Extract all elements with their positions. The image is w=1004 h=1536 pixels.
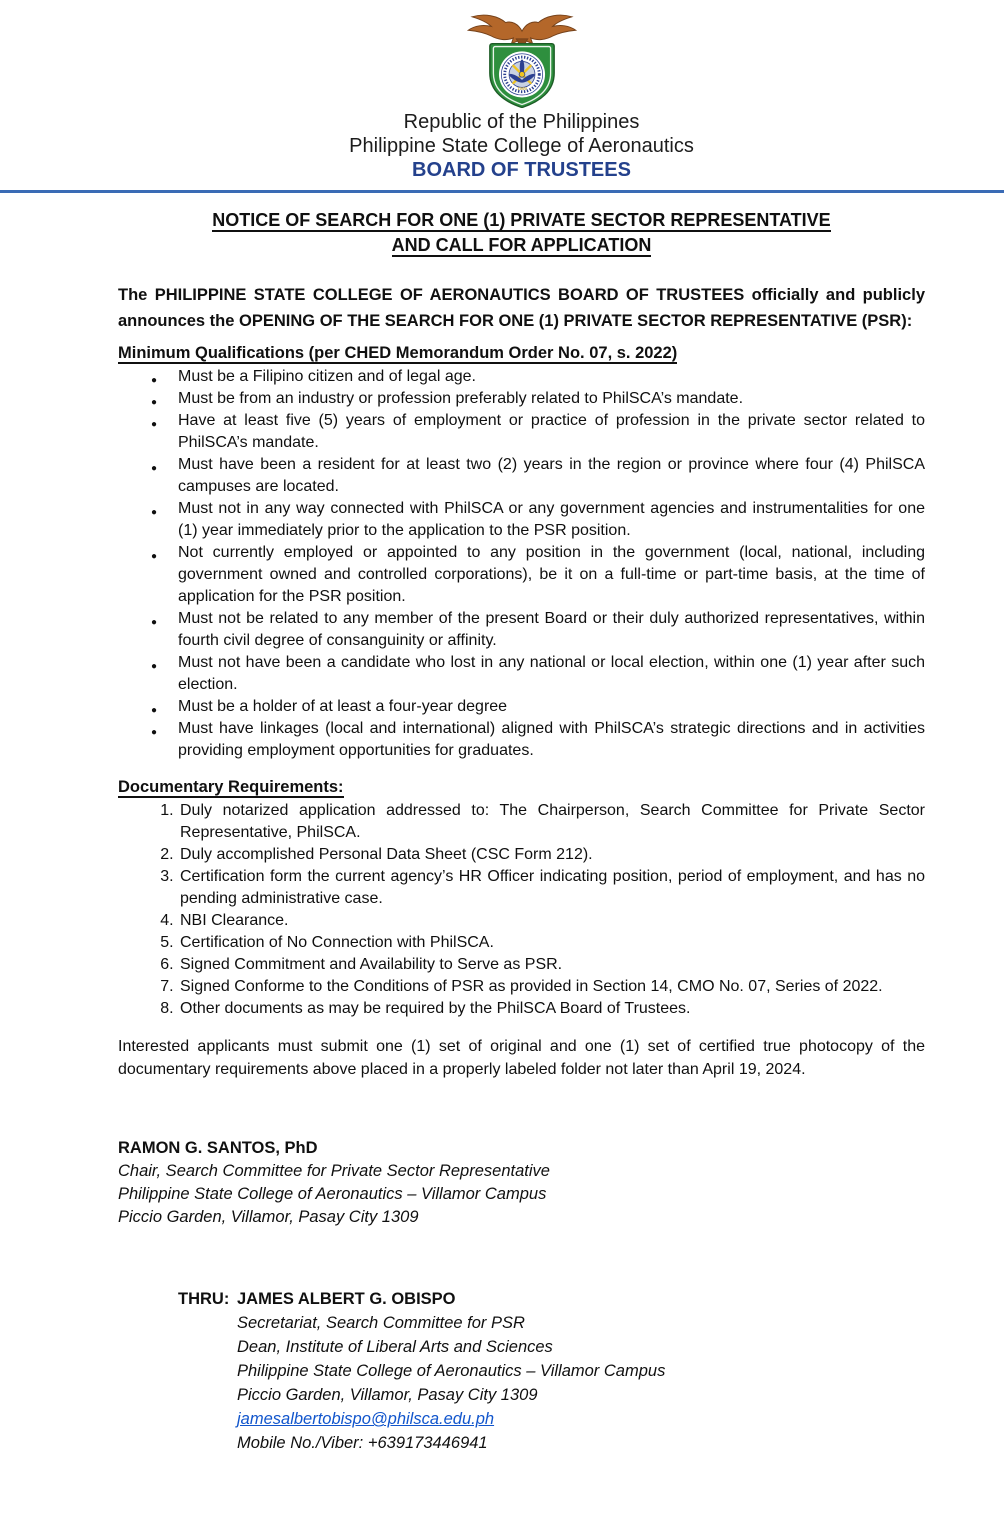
signatory-name: RAMON G. SANTOS, PhD [118, 1139, 318, 1158]
header-divider-line [0, 190, 1004, 193]
thru-role-secretariat: Secretariat, Search Committee for PSR [237, 1314, 525, 1333]
document-title-line1: NOTICE OF SEARCH FOR ONE (1) PRIVATE SECTOR REPRESENTATIVE [212, 210, 831, 230]
qualifications-heading: Minimum Qualifications (per CHED Memorandum Order No. 07, s. 2022) [118, 344, 678, 362]
qualification-item: ● Must not have been a candidate who lost in any national or local election, within one (1) year after such election. [178, 652, 925, 696]
document-body [0, 208, 1004, 1455]
qualification-item: ● Must be a Filipino citizen and of legal age. [178, 366, 925, 388]
thru-name: JAMES ALBERT G. OBISPO [237, 1290, 456, 1309]
thru-address: Piccio Garden, Villamor, Pasay City 1309 [237, 1386, 538, 1405]
qualification-item: ● Must not in any way connected with PhilSCA or any government agencies and instrumentalities for one (1) year immediately prior to the application to the PSR position. [178, 498, 925, 542]
requirement-item: 1. Duly notarized application addressed to: The Chairperson, Search Committee for Private Sector Representative, PhilSCA. [178, 800, 925, 844]
requirement-item: 4. NBI Clearance. [178, 910, 925, 932]
email-link[interactable]: jamesalbertobispo@philsca.edu.ph [237, 1410, 495, 1429]
requirements-list [118, 800, 925, 1020]
document-title-line2: AND CALL FOR APPLICATION [391, 235, 652, 255]
requirement-item: 5. Certification of No Connection with PhilSCA. [178, 932, 925, 954]
qualification-item: ● Must be from an industry or profession preferably related to PhilSCA’s mandate. [178, 388, 925, 410]
qualification-item: ● Must have linkages (local and international) aligned with PhilSCA’s strategic directions and in activities providing employment opportunities for graduates. [178, 718, 925, 762]
letterhead [0, 0, 1004, 182]
intro-paragraph: The PHILIPPINE STATE COLLEGE OF AERONAUTICS BOARD OF TRUSTEES officially and publicly announces the OPENING OF THE SEARCH FOR ONE (1) PRIVATE SECTOR REPRESENTATIVE (PSR): [118, 286, 925, 330]
signatory-institution: Philippine State College of Aeronautics – Villamor Campus [118, 1185, 547, 1204]
qualification-item: ● Must have been a resident for at least two (2) years in the region or province where four (4) PhilSCA campuses are located. [178, 454, 925, 498]
qualification-item: ● Not currently employed or appointed to any position in the government (local, national, including government owned and controlled corporations), be it on a full-time or part-time basis, at the time of application for the PSR position. [178, 542, 925, 608]
requirement-item: 8. Other documents as may be required by the PhilSCA Board of Trustees. [178, 998, 925, 1020]
thru-block [178, 1287, 925, 1455]
signatory-title: Chair, Search Committee for Private Sector Representative [118, 1162, 550, 1181]
letterhead-republic: Republic of the Philippines [403, 111, 640, 133]
letterhead-college: Philippine State College of Aeronautics [349, 135, 694, 157]
requirement-item: 3. Certification form the current agency’s HR Officer indicating position, period of employment, and has no pending administrative case. [178, 866, 925, 910]
thru-label: THRU: [178, 1290, 230, 1309]
requirement-item: 6. Signed Commitment and Availability to Serve as PSR. [178, 954, 925, 976]
qualification-item: ● Must not be related to any member of the present Board or their duly authorized representatives, within fourth civil degree of consanguinity or affinity. [178, 608, 925, 652]
svg-text:1969: 1969 [516, 86, 527, 92]
thru-email-row [237, 1407, 925, 1431]
qualification-item: ● Have at least five (5) years of employment or practice of profession in the private sector related to PhilSCA’s mandate. [178, 410, 925, 454]
document-title [118, 208, 925, 258]
signatory-address: Piccio Garden, Villamor, Pasay City 1309 [118, 1208, 419, 1227]
letterhead-board-of-trustees: BOARD OF TRUSTEES [412, 159, 631, 181]
qualifications-list [118, 366, 925, 762]
thru-institution: Philippine State College of Aeronautics – Villamor Campus [237, 1362, 666, 1381]
requirement-item: 7. Signed Conforme to the Conditions of PSR as provided in Section 14, CMO No. 07, Series of 2022. [178, 976, 925, 998]
qualification-item: ● Must be a holder of at least a four-year degree [178, 696, 925, 718]
thru-name-row [178, 1287, 925, 1311]
requirement-item: 2. Duly accomplished Personal Data Sheet (CSC Form 212). [178, 844, 925, 866]
requirements-heading: Documentary Requirements: [118, 778, 344, 796]
signature-block [118, 1137, 925, 1229]
thru-role-dean: Dean, Institute of Liberal Arts and Sciences [237, 1338, 553, 1357]
philsca-seal-icon [461, 12, 583, 108]
closing-paragraph: Interested applicants must submit one (1) set of original and one (1) set of certified true photocopy of the documentary requirements above placed in a properly labeled folder not later than April 19, 2024. [118, 1038, 925, 1078]
thru-mobile: Mobile No./Viber: +639173446941 [237, 1434, 488, 1453]
